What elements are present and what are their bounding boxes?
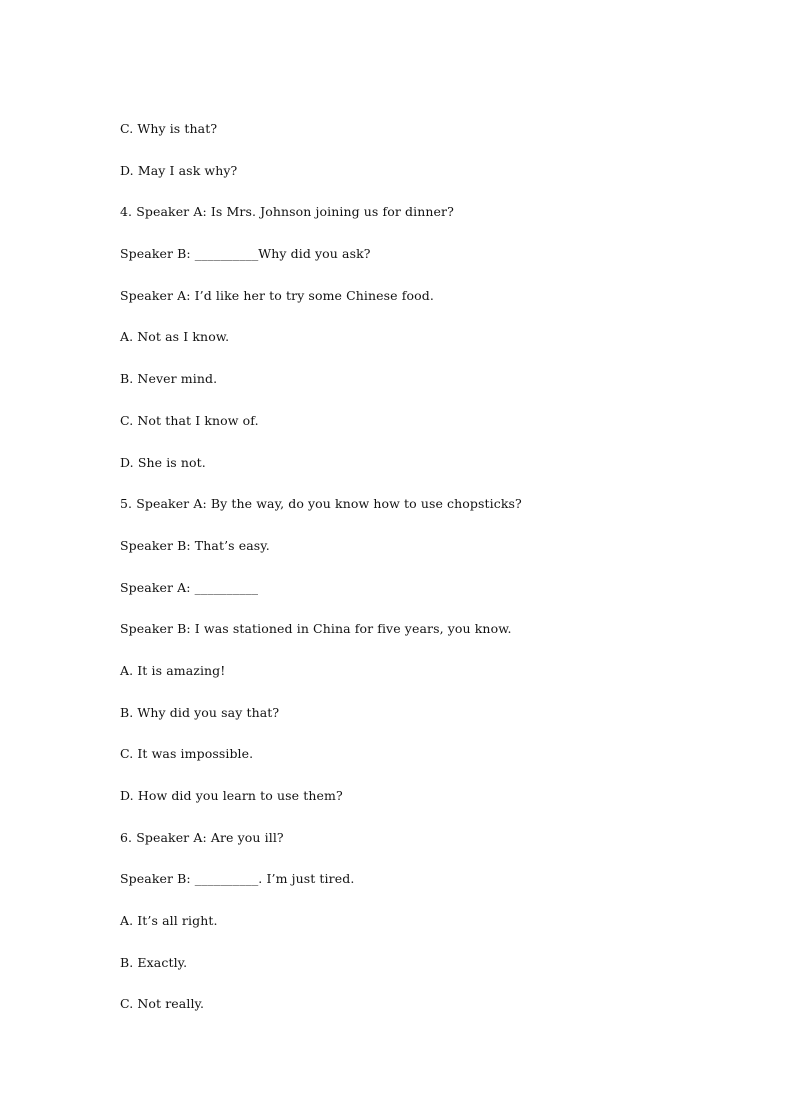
option-line: B. Exactly. (120, 954, 188, 970)
option-line: D. She is not. (120, 454, 206, 470)
dialogue-line: Speaker B: __________Why did you ask? (120, 246, 371, 262)
option-line: C. Not really. (120, 996, 205, 1012)
option-line: C. It was impossible. (120, 746, 254, 762)
question-line: 5. Speaker A: By the way, do you know how to use chopsticks? (120, 496, 522, 512)
dialogue-line: Speaker B: That’s easy. (120, 537, 270, 553)
option-line: A. It is amazing! (120, 662, 226, 678)
option-line: D. How did you learn to use them? (120, 788, 343, 803)
document-body (120, 119, 740, 1036)
option-line: C. Why is that? (120, 121, 218, 136)
option-line: D. May I ask why? (120, 162, 238, 178)
dialogue-line: Speaker A: I’d like her to try some Chinese food. (120, 287, 434, 303)
question-line: 6. Speaker A: Are you ill? (120, 829, 284, 845)
dialogue-line: Speaker A: __________ (120, 579, 259, 595)
dialogue-line: Speaker B: __________. I’m just tired. (120, 871, 355, 887)
option-line: B. Never mind. (120, 371, 218, 387)
option-line: C. Not that I know of. (120, 412, 259, 428)
dialogue-line: Speaker B: I was stationed in China for five years, you know. (120, 621, 512, 637)
option-line: B. Why did you say that? (120, 704, 280, 720)
option-line: A. It’s all right. (120, 913, 218, 929)
question-line: 4. Speaker A: Is Mrs. Johnson joining us for dinner? (120, 204, 454, 220)
option-line: A. Not as I know. (120, 329, 230, 345)
